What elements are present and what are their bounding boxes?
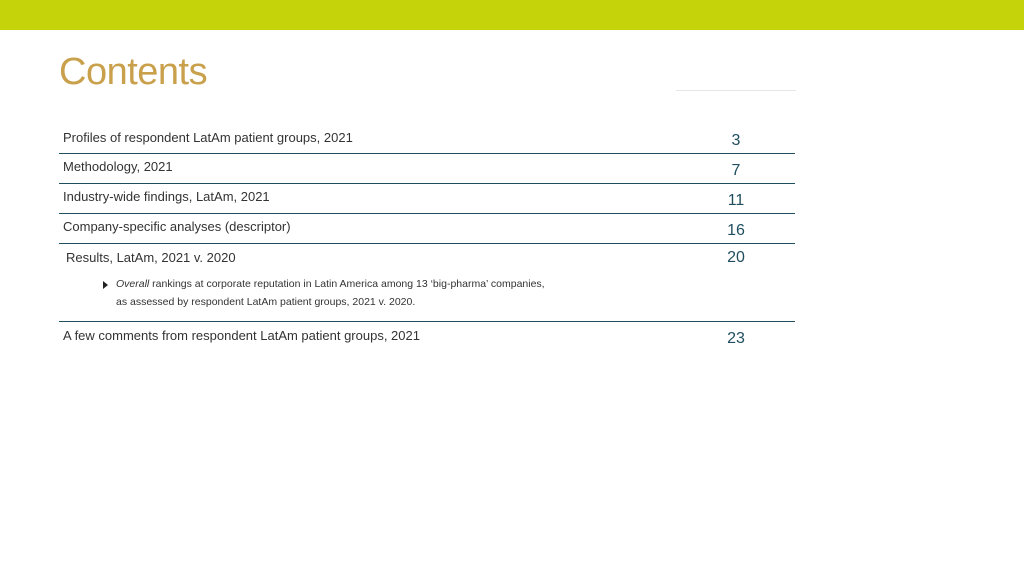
sub-item-emphasis: Overall: [116, 278, 150, 290]
toc-item-label: Industry-wide findings, LatAm, 2021: [63, 189, 270, 204]
toc-row[interactable]: [59, 184, 795, 214]
toc-row[interactable]: [59, 244, 795, 322]
top-accent-bar: [0, 0, 1024, 30]
toc-row[interactable]: [59, 214, 795, 244]
toc-item-label: A few comments from respondent LatAm patient groups, 2021: [63, 328, 420, 343]
toc-page-number: 11: [727, 192, 745, 209]
sub-item-text: rankings at corporate reputation in Latin America among 13 ‘big-pharma’ companies,: [149, 278, 545, 290]
table-of-contents: [59, 124, 795, 352]
toc-item-label: Methodology, 2021: [63, 159, 173, 174]
title-divider: [676, 90, 796, 91]
toc-page-number: 23: [727, 330, 745, 347]
triangle-bullet-icon: [103, 281, 108, 289]
toc-item-label: Company-specific analyses (descriptor): [63, 219, 291, 234]
toc-item-label: Profiles of respondent LatAm patient groups, 2021: [63, 130, 353, 145]
toc-page-number: 16: [727, 222, 745, 239]
toc-item-label: Results, LatAm, 2021 v. 2020: [66, 250, 236, 265]
toc-row[interactable]: [59, 124, 795, 154]
sub-item-line-2: as assessed by respondent LatAm patient groups, 2021 v. 2020.: [116, 296, 416, 308]
toc-row[interactable]: [59, 322, 795, 352]
toc-row[interactable]: [59, 154, 795, 184]
toc-sub-item: [103, 275, 623, 311]
toc-page-number: 7: [731, 162, 741, 179]
page-title: Contents: [59, 51, 208, 93]
toc-page-number: 3: [731, 132, 741, 149]
sub-item-line-1: [103, 275, 623, 293]
toc-page-number: 20: [727, 249, 745, 266]
